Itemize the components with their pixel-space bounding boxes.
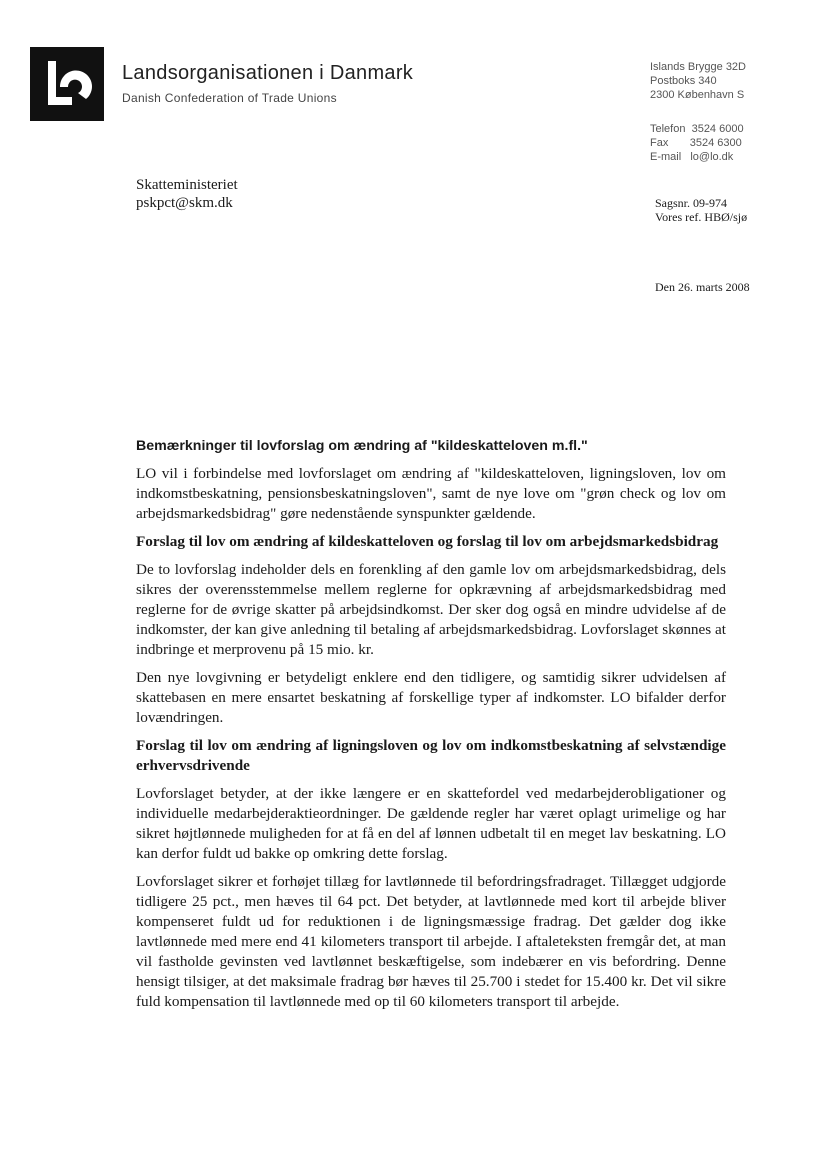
phone: Telefon 3524 6000: [650, 123, 744, 135]
fax: Fax 3524 6300: [650, 137, 742, 149]
section1-heading: Forslag til lov om ændring af kildeskatteloven og forslag til lov om arbejdsmarkedsbidrag: [136, 533, 719, 550]
letter-body: [136, 436, 726, 1020]
intro-paragraph: LO vil i forbindelse med lovforslaget om ændring af "kildeskatteloven, ligningsloven, lov om indkomstbeskatning, pensionsbeskatningsloven", samt de nye love om "grøn check og lov om arbejdsmarkedsbidrag" gøre nedenstående synspunkter gældende.: [136, 465, 726, 522]
case-number: Sagsnr. 09-974: [655, 196, 727, 210]
org-name: Landsorganisationen i Danmark: [122, 62, 414, 84]
letter-title: Bemærkninger til lovforslag om ændring af "kildeskatteloven m.fl.": [136, 438, 588, 454]
org-subtitle: Danish Confederation of Trade Unions: [122, 91, 337, 105]
letter-date: Den 26. marts 2008: [655, 280, 750, 294]
section2-paragraph-2: Lovforslaget sikrer et forhøjet tillæg for lavtlønnede til befordringsfradraget. Tillægget udgjorde tidligere 25 pct., men hæves til 64 pct. Det betyder, at lavtlønnede med kort til arbejde bliver kompenseret fuldt ud for reduktionen i de ligningsmæssige fradrag. Det gælder dog ikke lavtlønnede med mere end 41 kilometers transport til arbejde. I aftaleteksten fremgår det, at man vil fastholde gevinsten ved lavtlønnet beskæftigelse, som indebærer en vis befordring. Denne hensigt tilsiger, at det maksimale fradrag bør hæves til 25.700 i stedet for 15.400 kr. Det vil sikre fuld kompensation til lavtlønnede med op til 60 kilometers transport til arbejde.: [136, 873, 726, 1010]
contact-block: [650, 60, 746, 164]
recipient-name: Skatteministeriet: [136, 177, 238, 193]
organization-header: [122, 62, 413, 105]
section2-paragraph-1: Lovforslaget betyder, at der ikke længere er en skattefordel ved medarbejderobligationer og individuelle medarbejderaktieordninger. De gældende regler har været oplagt urimelige og har sikret højtlønnede muligheden for at få en del af lønnen udbetalt til en meget lav beskatning. LO kan derfor fuldt ud bakke op omkring dette forslag.: [136, 785, 726, 862]
address-line-2: Postboks 340: [650, 75, 717, 87]
section1-paragraph-2: Den nye lovgivning er betydeligt enklere end den tidligere, og samtidig sikrer udvidelsen af skattebasen en mere ensartet beskatning af forskellige typer af indkomster. LO bifalder derfor lovændringen.: [136, 669, 726, 726]
reference-block: [655, 196, 747, 224]
recipient-block: [136, 176, 238, 212]
section2-heading: Forslag til lov om ændring af ligningsloven og lov om indkomstbeskatning af selvstændige erhvervsdrivende: [136, 737, 726, 774]
address-line-3: 2300 København S: [650, 89, 745, 101]
lo-logo: [30, 47, 104, 121]
recipient-email: pskpct@skm.dk: [136, 195, 233, 211]
address-line-1: Islands Brygge 32D: [650, 61, 746, 73]
lo-logo-icon: [30, 47, 104, 121]
our-reference: Vores ref. HBØ/sjø: [655, 210, 748, 224]
section1-paragraph-1: De to lovforslag indeholder dels en forenkling af den gamle lov om arbejdsmarkedsbidrag, dels sikres der overensstemmelse mellem reglerne for opkrævning af arbejdsmarkedsbidrag med reglerne for de øvrige skatter på arbejdsindkomst. Der sker dog også en mindre udvidelse af de indkomster, der kan give anledning til betaling af arbejdsmarkedsbidrag. Lovforslaget skønnes at indbringe et merprovenu på 15 mio. kr.: [136, 561, 726, 658]
email: E-mail lo@lo.dk: [650, 151, 734, 163]
